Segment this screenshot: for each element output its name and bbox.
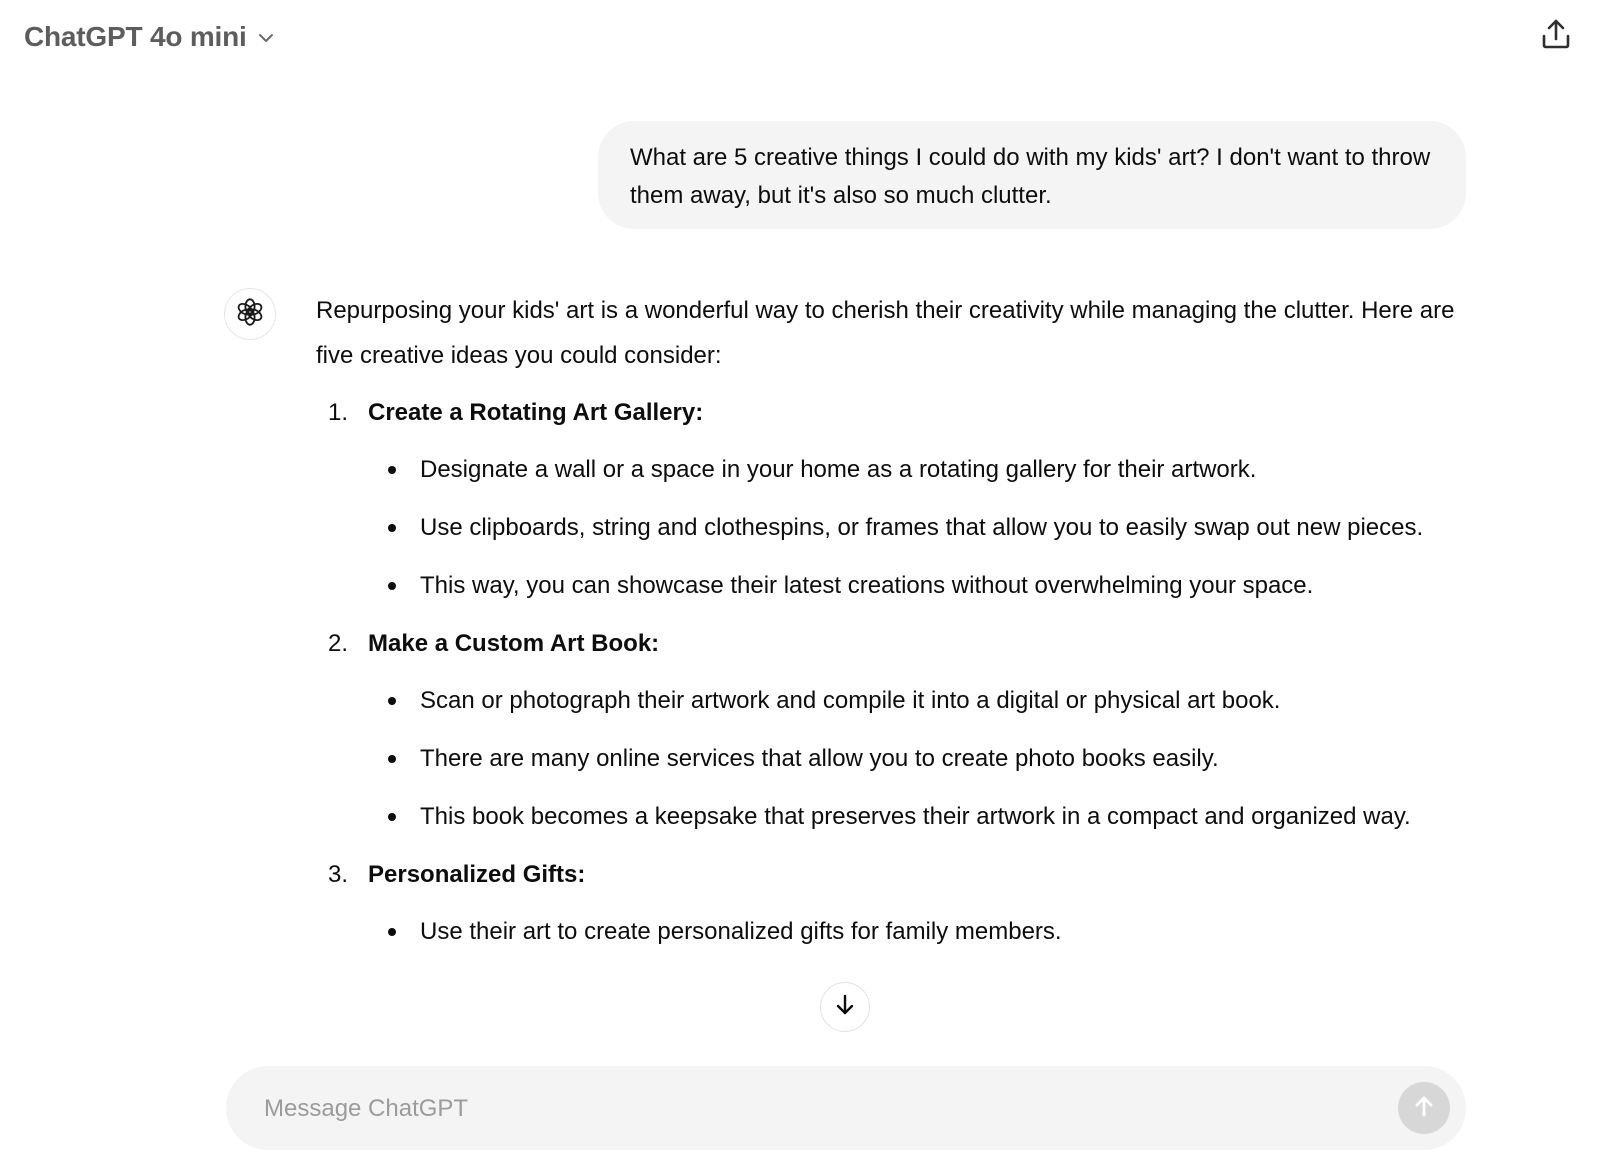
chevron-down-icon [255,27,277,49]
idea-bullets [316,678,1476,839]
idea-number: 3. [328,861,349,888]
bullet-item [316,736,1476,781]
openai-logo-icon [235,297,265,332]
idea-title: Make a Custom Art Book: [368,630,660,657]
assistant-intro: Repurposing your kids' art is a wonderful way to cherish their creativity while managing the clutter. Here are five creative ideas you could consider: [316,297,1455,369]
bullet-item [316,563,1476,608]
idea-heading [316,852,1476,897]
model-switcher-button[interactable] [18,12,283,62]
bullet-item [316,505,1476,550]
bullet-text: This way, you can showcase their latest creations without overwhelming your space. [420,572,1314,599]
composer [226,1066,1466,1150]
bullet-text: This book becomes a keepsake that preserves their artwork in a compact and organized way. [420,803,1411,830]
bullet-dot [316,736,420,781]
idea-number: 1. [328,399,349,426]
bullet-text: Designate a wall or a space in your home as a rotating gallery for their artwork. [420,456,1257,483]
bullet-dot [316,563,420,608]
idea-heading [316,621,1476,666]
bullet-text: Scan or photograph their artwork and compile it into a digital or physical art book. [420,687,1281,714]
scroll-to-bottom-button[interactable] [820,982,870,1032]
bullet-item [316,447,1476,492]
idea-bullets [316,447,1476,608]
share-button[interactable] [1532,12,1580,60]
bullet-text: Use their art to create personalized gifts for family members. [420,918,1062,945]
bullet-dot [316,447,420,492]
user-message: What are 5 creative things I could do with my kids' art? I don't want to throw them away, but it's also so much clutter. [598,121,1466,229]
idea-item [316,621,1476,839]
idea-bullets [316,909,1476,954]
bullet-item [316,678,1476,723]
idea-title: Personalized Gifts: [368,861,586,888]
model-name: ChatGPT 4o mini [24,21,247,52]
bullet-item [316,794,1476,839]
bullet-dot [316,794,420,839]
bullet-text: Use clipboards, string and clothespins, or frames that allow you to easily swap out new pieces. [420,514,1424,541]
conversation-thread[interactable] [0,76,1600,1066]
bullet-dot [316,678,420,723]
send-button[interactable] [1398,1082,1450,1134]
top-bar [0,0,1600,76]
assistant-avatar [224,288,276,340]
bullet-item [316,909,1476,954]
arrow-up-icon [1410,1092,1438,1125]
bullet-dot [316,505,420,550]
idea-number: 2. [328,630,349,657]
share-upload-icon [1539,17,1573,56]
idea-item [316,390,1476,608]
idea-heading [316,390,1476,435]
assistant-message [316,288,1476,967]
idea-title: Create a Rotating Art Gallery: [368,399,704,426]
bullet-dot [316,909,420,954]
message-input[interactable] [262,1066,1346,1152]
arrow-down-icon [832,992,858,1023]
bullet-text: There are many online services that allow you to create photo books easily. [420,745,1219,772]
composer-area [0,1050,1600,1155]
idea-item [316,852,1476,954]
